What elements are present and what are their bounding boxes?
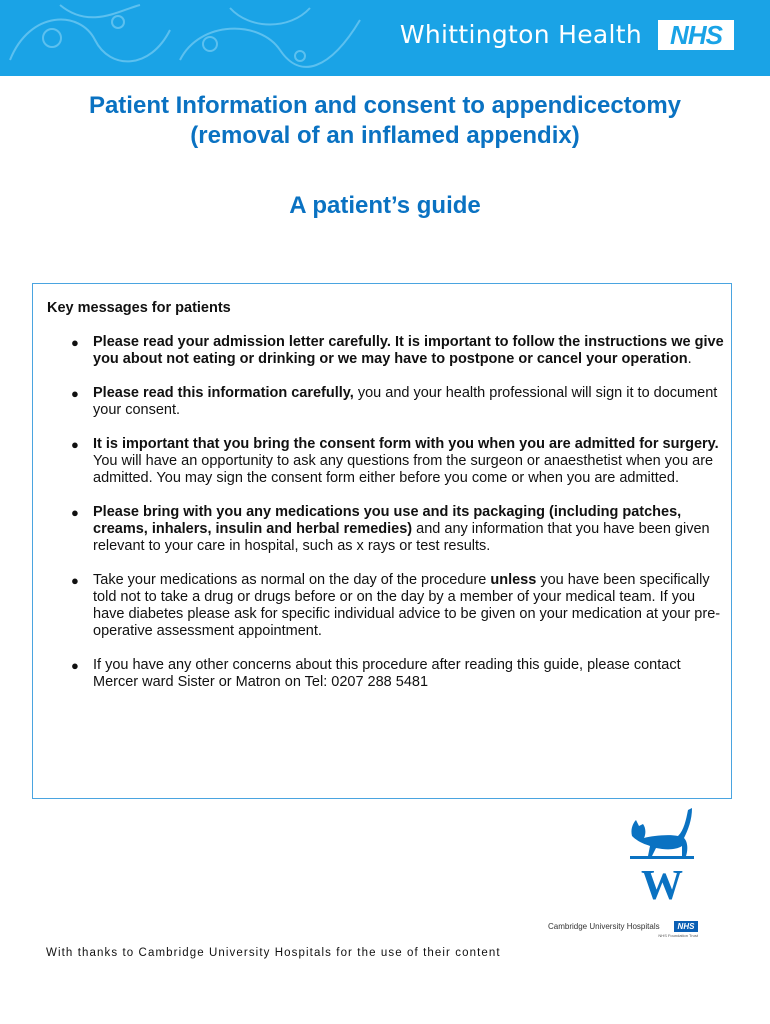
cuh-trust: NHS Foundation Trust xyxy=(658,933,698,938)
header-band xyxy=(0,0,770,76)
page-title xyxy=(0,91,770,151)
cuh-logo xyxy=(548,921,698,937)
list-item xyxy=(47,334,725,368)
title-line-1: Patient Information and consent to appendicectomy xyxy=(88,92,682,119)
header-swirl-decoration xyxy=(0,0,380,76)
message-bold-text: It is important that you bring the consent form with you when you are admitted for surgery. xyxy=(93,436,719,452)
logo-letter: W xyxy=(641,863,683,904)
page-subtitle: A patient’s guide xyxy=(289,192,481,219)
message-text: You will have an opportunity to ask any questions from the surgeon or anaesthetist when you are admitted. You may sign the consent form either before you come or when you are admitted. xyxy=(93,453,714,486)
bullet-icon: ● xyxy=(71,386,79,401)
bullet-icon: ● xyxy=(71,505,79,520)
title-line-2: (removal of an inflamed appendix) xyxy=(190,122,580,149)
message-text: you and your health professional will sign it to document your consent. xyxy=(93,385,718,418)
key-messages-box xyxy=(32,283,732,799)
bullet-icon: ● xyxy=(71,335,79,350)
bullet-icon: ● xyxy=(71,437,79,452)
cuh-name: Cambridge University Hospitals xyxy=(548,922,660,931)
list-item xyxy=(47,504,725,555)
list-item xyxy=(47,657,725,691)
message-text: If you have any other concerns about this procedure after reading this guide, please contact Mercer ward Sister or Matron on Tel: 0207 288 5481 xyxy=(93,657,681,690)
message-bold-text: Please read this information carefully, xyxy=(93,385,354,401)
whittington-cat-logo xyxy=(626,806,698,904)
message-text: you have been specifically told not to take a drug or drugs before or on the day by a member of your medical team. If you have diabetes please ask for specific individual advice to be given on your medication at your pre-operative assessment appointment. xyxy=(93,572,721,639)
bullet-icon: ● xyxy=(71,658,79,673)
message-text: and any information that you have been given relevant to your care in hospital, such as x rays or test results. xyxy=(93,521,710,554)
message-bold-text: Please read your admission letter carefully. It is important to follow the instructions we give you about not eating or drinking or we may have to postpone or cancel your operation xyxy=(93,334,724,367)
cuh-nhs-logo: NHS xyxy=(674,921,698,932)
list-item xyxy=(47,385,725,419)
message-bold-text: Please bring with you any medications you use and its packaging (including patches, creams, inhalers, insulin and herbal remedies) xyxy=(93,504,682,537)
key-messages-list xyxy=(47,334,725,708)
key-messages-heading: Key messages for patients xyxy=(47,300,231,316)
footer-thanks: With thanks to Cambridge University Hospitals for the use of their content xyxy=(46,947,501,959)
list-item xyxy=(47,436,725,487)
list-item xyxy=(47,572,725,640)
message-bold-text: unless xyxy=(490,572,537,588)
bullet-icon: ● xyxy=(71,573,79,588)
message-text: Take your medications as normal on the day of the procedure xyxy=(93,572,491,588)
org-name: Whittington Health xyxy=(399,20,642,49)
nhs-logo: NHS xyxy=(658,20,734,50)
message-text: . xyxy=(687,351,692,367)
